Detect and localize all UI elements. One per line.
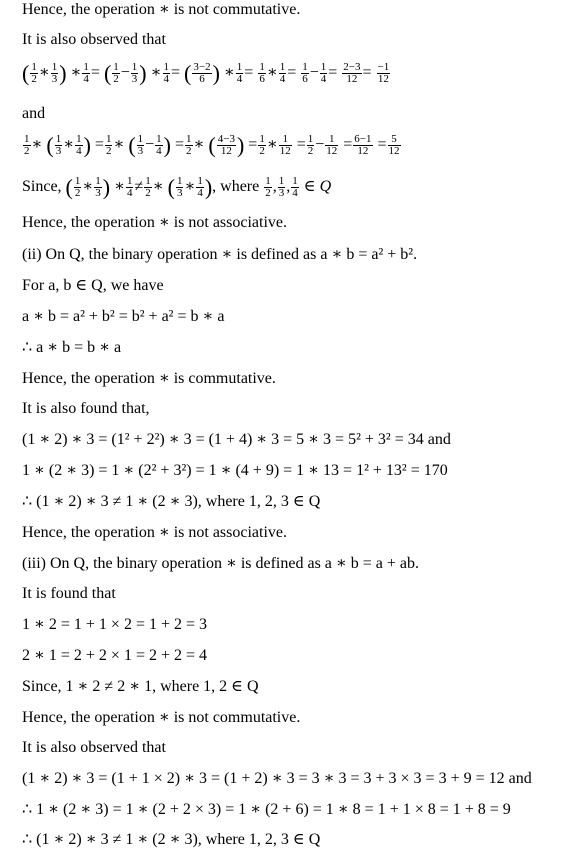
text-line-17: Hence, the operation ∗ is not associative. [22,524,288,541]
text-line-26: ∴ 1 ∗ (2 ∗ 3) = 1 ∗ (2 + 2 × 3) = 1 ∗ (2 + 6) = 1 ∗ 8 = 1 + 1 × 8 = 1 + 8 = 9 [22,801,511,818]
text-line-12: Hence, the operation ∗ is commutative. [22,370,276,387]
text-line-23: Hence, the operation ∗ is not commutative. [22,709,301,726]
text-line-25: (1 ∗ 2) ∗ 3 = (1 + 1 × 2) ∗ 3 = (1 + 2) ∗ 3 = 3 ∗ 3 = 3 + 3 × 3 = 3 + 9 = 12 and [22,770,532,787]
text-line-4: and [22,105,46,122]
text-line-15: 1 ∗ (2 ∗ 3) = 1 ∗ (2² + 3²) = 1 ∗ (4 + 9) = 1 ∗ 13 = 1² + 13² = 170 [22,462,448,479]
text-line-8: (ii) On Q, the binary operation ∗ is defined as a ∗ b = a² + b². [22,246,418,263]
equation-line-6: Since, ( $\frac{1}{2}$ ∗ $\frac{1}{3}$ ) ∗ $\frac{1}{4}$ ≠ $\frac{1}{2}$ ∗ ( $\frac{1}{3}$ ∗ $\frac{1}{4}$ ), where $\frac{1}{2}$ , $\frac{1}{3}$ , $\frac{1}{4}$ ∈ Q [22,174,332,200]
text-line-2: It is also observed that [22,31,166,48]
text-line-22: Since, 1 ∗ 2 ≠ 2 ∗ 1, where 1, 2 ∈ Q [22,678,259,695]
equation-line-3: ( $\frac{1}{2}$ ∗ $\frac{1}{3}$ ) ∗ $\frac{1}{4}$ = ( $\frac{1}{2}$ − $\frac{1}{3}$ ) ∗ $\frac{1}{4}$ = ( $\frac{3-2}{6}$ ) ∗ $\frac{1}{4}$ = $\frac{1}{6}$ ∗ $\frac{1}{4}$ = $\frac{1}{6}$ − $\frac{1}{4}$ = $\frac{2-3}{12}$ = $\frac{-1}{12}$ [22,60,390,86]
text-line-18: (iii) On Q, the binary operation ∗ is defined as a ∗ b = a + ab. [22,555,420,572]
text-line-19: It is found that [22,585,116,602]
text-line-7: Hence, the operation ∗ is not associative. [22,214,288,231]
text-line-20: 1 ∗ 2 = 1 + 1 × 2 = 1 + 2 = 3 [22,616,208,633]
text-line-11: ∴ a ∗ b = b ∗ a [22,339,122,356]
text-line-27: ∴ (1 ∗ 2) ∗ 3 ≠ 1 ∗ (2 ∗ 3), where 1, 2, 3 ∈ Q [22,831,321,848]
equation-line-5: $\frac{1}{2}$ ∗ ( $\frac{1}{3}$ ∗ $\frac{1}{4}$ ) = $\frac{1}{2}$ ∗ ( $\frac{1}{3}$ − $\frac{1}{4}$ ) = $\frac{1}{2}$ ∗ ( $\frac{4-3}{12}$ ) = $\frac{1}{2}$ ∗ $\frac{1}{12}$ = $\frac{1}{2}$ − $\frac{1}{12}$ = $\frac{6-1}{12}$ = $\frac{5}{12}$ [24,132,400,158]
text-line-10: a ∗ b = a² + b² = b² + a² = b ∗ a [22,308,225,325]
text-line-9: For a, b ∈ Q, we have [22,277,164,294]
text-line-24: It is also observed that [22,739,166,756]
text-line-21: 2 ∗ 1 = 2 + 2 × 1 = 2 + 2 = 4 [22,647,208,664]
text-line-16: ∴ (1 ∗ 2) ∗ 3 ≠ 1 ∗ (2 ∗ 3), where 1, 2, 3 ∈ Q [22,493,321,510]
text-line-13: It is also found that, [22,400,150,417]
text-line-14: (1 ∗ 2) ∗ 3 = (1² + 2²) ∗ 3 = (1 + 4) ∗ 3 = 5 ∗ 3 = 5² + 3² = 34 and [22,431,451,448]
text-line-1: Hence, the operation ∗ is not commutative. [22,1,301,18]
